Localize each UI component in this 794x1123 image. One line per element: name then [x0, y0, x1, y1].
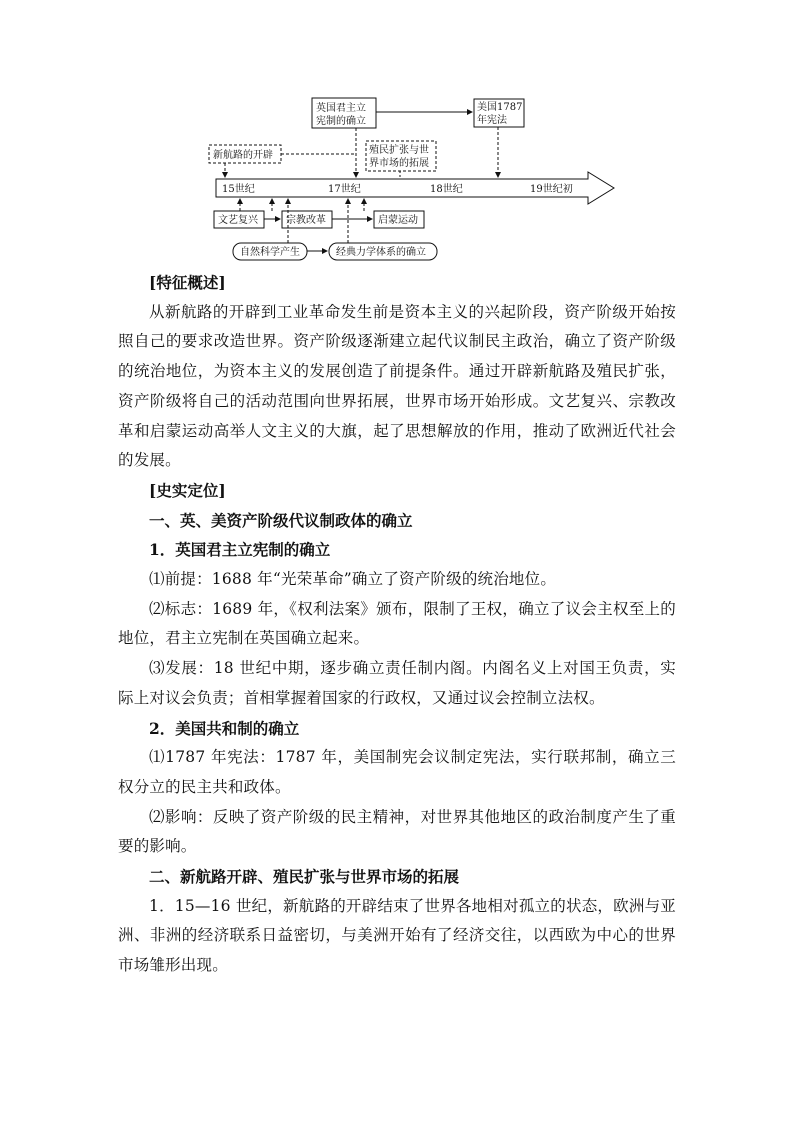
box-colonial-line1: 殖民扩张与世	[369, 145, 429, 156]
sub2-paragraph-influence: ⑵影响：反映了资产阶级的民主精神，对世界其他地区的政治制度产生了重要的影响。	[118, 807, 676, 856]
sub1-paragraph-development: ⑶发展：18 世纪中期，逐步确立责任制内阁。内阁名义上对国王负责，实际上对议会负责；首相掌握着国家的行政权，又通过议会控制立法权。	[118, 659, 676, 707]
box-classical-mechanics-label: 经典力学体系的确立	[336, 247, 426, 258]
sub2-title: 2．美国共和制的确立	[149, 718, 300, 738]
document-body	[118, 268, 676, 981]
timeline-label-18c: 18世纪	[430, 184, 463, 195]
box-renaissance-label: 文艺复兴	[218, 215, 258, 226]
features-title: [特征概述]	[149, 273, 226, 292]
history-title: [史实定位]	[149, 480, 226, 500]
box-enlightenment-label: 启蒙运动	[378, 215, 418, 226]
timeline-label-17c: 17世纪	[328, 184, 361, 195]
section1-title: 一、英、美资产阶级代议制政体的确立	[149, 510, 413, 530]
features-paragraph: 从新航路的开辟到工业革命发生前是资本主义的兴起阶段，资产阶级开始按照自己的要求改造世界。资产阶级逐渐建立起代议制民主政治，确立了资产阶级的统治地位，为资本主义的发展创造了前提条件。通过开辟新航路及殖民扩张，资产阶级将自己的活动范围向世界拓展，世界市场开始形成。文艺复兴、宗教改革和启蒙运动高举人文主义的大旗，起了思想解放的作用，推动了欧洲近代社会的发展。	[118, 302, 676, 470]
section2-title: 二、新航路开辟、殖民扩张与世界市场的拓展	[149, 867, 460, 887]
box-uk-monarchy-line1: 英国君主立	[316, 103, 366, 114]
box-us-line1: 美国1787	[477, 102, 523, 113]
box-new-route-label: 新航路的开辟	[213, 150, 273, 161]
sub2-paragraph-constitution: ⑴1787 年宪法：1787 年，美国制宪会议制定宪法，实行联邦制，确立三权分立的民主共和政体。	[118, 748, 676, 796]
box-uk-monarchy-line2: 宪制的确立	[316, 116, 366, 127]
sub1-title: 1．英国君主立宪制的确立	[149, 540, 331, 560]
box-reformation-label: 宗教改革	[286, 215, 326, 226]
timeline-label-19c: 19世纪初	[530, 184, 573, 195]
box-us-line2: 年宪法	[477, 115, 507, 126]
box-natural-science-label: 自然科学产生	[240, 247, 300, 258]
sub1-paragraph-marker: ⑵标志：1689 年，《权利法案》颁布，限制了王权，确立了议会主权至上的地位，君主立宪制在英国确立起来。	[118, 599, 676, 648]
sub1-paragraph-premise: ⑴前提：1688 年“光荣革命”确立了资产阶级的统治地位。	[149, 570, 557, 589]
box-colonial-line2: 界市场的拓展	[369, 158, 429, 169]
timeline-diagram	[200, 95, 630, 265]
timeline-label-15c: 15世纪	[222, 184, 255, 195]
sec2-paragraph-1: 1．15—16 世纪，新航路的开辟结束了世界各地相对孤立的状态，欧洲与亚洲、非洲的经济联系日益密切，与美洲开始有了经济交往，以西欧为中心的世界市场雏形出现。	[118, 896, 676, 975]
